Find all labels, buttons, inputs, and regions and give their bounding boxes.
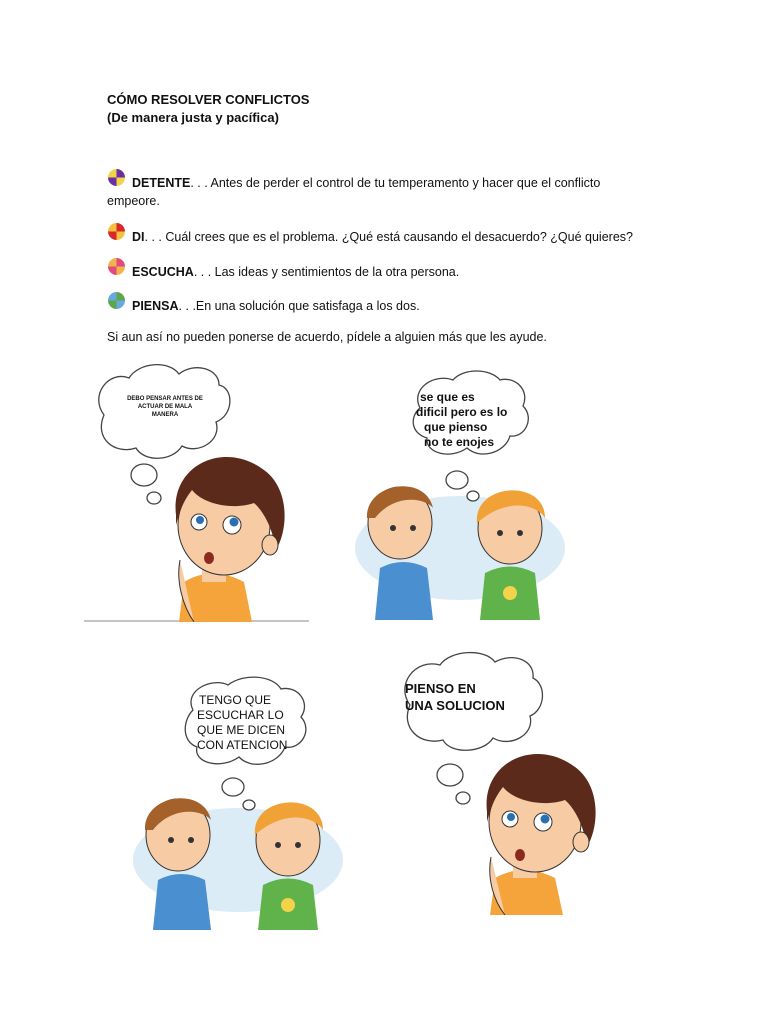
bubble-line: no te enojes: [424, 435, 495, 449]
step-text: . . . Las ideas y sentimientos de la otra persona.: [193, 265, 460, 279]
bubble-line: ACTUAR DE MALA: [137, 404, 193, 410]
page-title: CÓMO RESOLVER CONFLICTOS: [107, 92, 310, 107]
bullet-icon: [108, 169, 125, 186]
panel-3-illustration: [133, 675, 343, 930]
panel-4-illustration: [395, 650, 610, 915]
step-detente-cont: empeore.: [107, 194, 160, 208]
thought-bubble-text: [191, 693, 306, 753]
step-escucha: [132, 263, 692, 281]
closing-text: Si aun así no pueden ponerse de acuerdo, pídele a alguien más que les ayude.: [107, 330, 547, 344]
bullet-icon: [108, 223, 125, 240]
bubble-line: que pienso: [424, 420, 488, 434]
page-subtitle: (De manera justa y pacífica): [107, 110, 279, 125]
step-text: . . . Cuál crees que es el problema. ¿Qué está causando el desacuerdo? ¿Qué quieres?: [144, 230, 633, 244]
bubble-line: QUE ME DICEN: [197, 723, 286, 737]
step-detente: [132, 174, 652, 192]
thought-bubble-text: [100, 395, 230, 419]
panel-2-illustration: [355, 368, 565, 620]
bubble-line: DEBO PENSAR ANTES DE: [127, 396, 203, 402]
step-piensa: [132, 297, 692, 315]
step-text: . . .En una solución que satisfaga a los dos.: [178, 299, 420, 313]
step-keyword: DI: [132, 230, 145, 244]
bubble-line: CON ATENCION: [197, 738, 288, 752]
step-di: [132, 228, 692, 246]
step-keyword: ESCUCHA: [132, 265, 194, 279]
bubble-line: se que es: [420, 390, 475, 404]
panel-1-illustration: [84, 360, 309, 622]
thought-bubble-text: [410, 390, 530, 450]
step-keyword: DETENTE: [132, 176, 191, 190]
step-keyword: PIENSA: [132, 299, 179, 313]
bubble-line: ESCUCHAR LO: [197, 708, 284, 722]
bullet-icon: [108, 292, 125, 309]
bubble-line: TENGO QUE: [199, 693, 272, 707]
thought-bubble-text: [405, 680, 530, 714]
bubble-line: MANERA: [151, 412, 179, 418]
bullet-icon: [108, 258, 125, 275]
bubble-line: UNA SOLUCION: [405, 698, 505, 713]
bubble-line: PIENSO EN: [405, 681, 476, 696]
step-text: . . . Antes de perder el control de tu temperamento y hacer que el conflicto: [190, 176, 601, 190]
bubble-line: dificil pero es lo: [416, 405, 508, 419]
